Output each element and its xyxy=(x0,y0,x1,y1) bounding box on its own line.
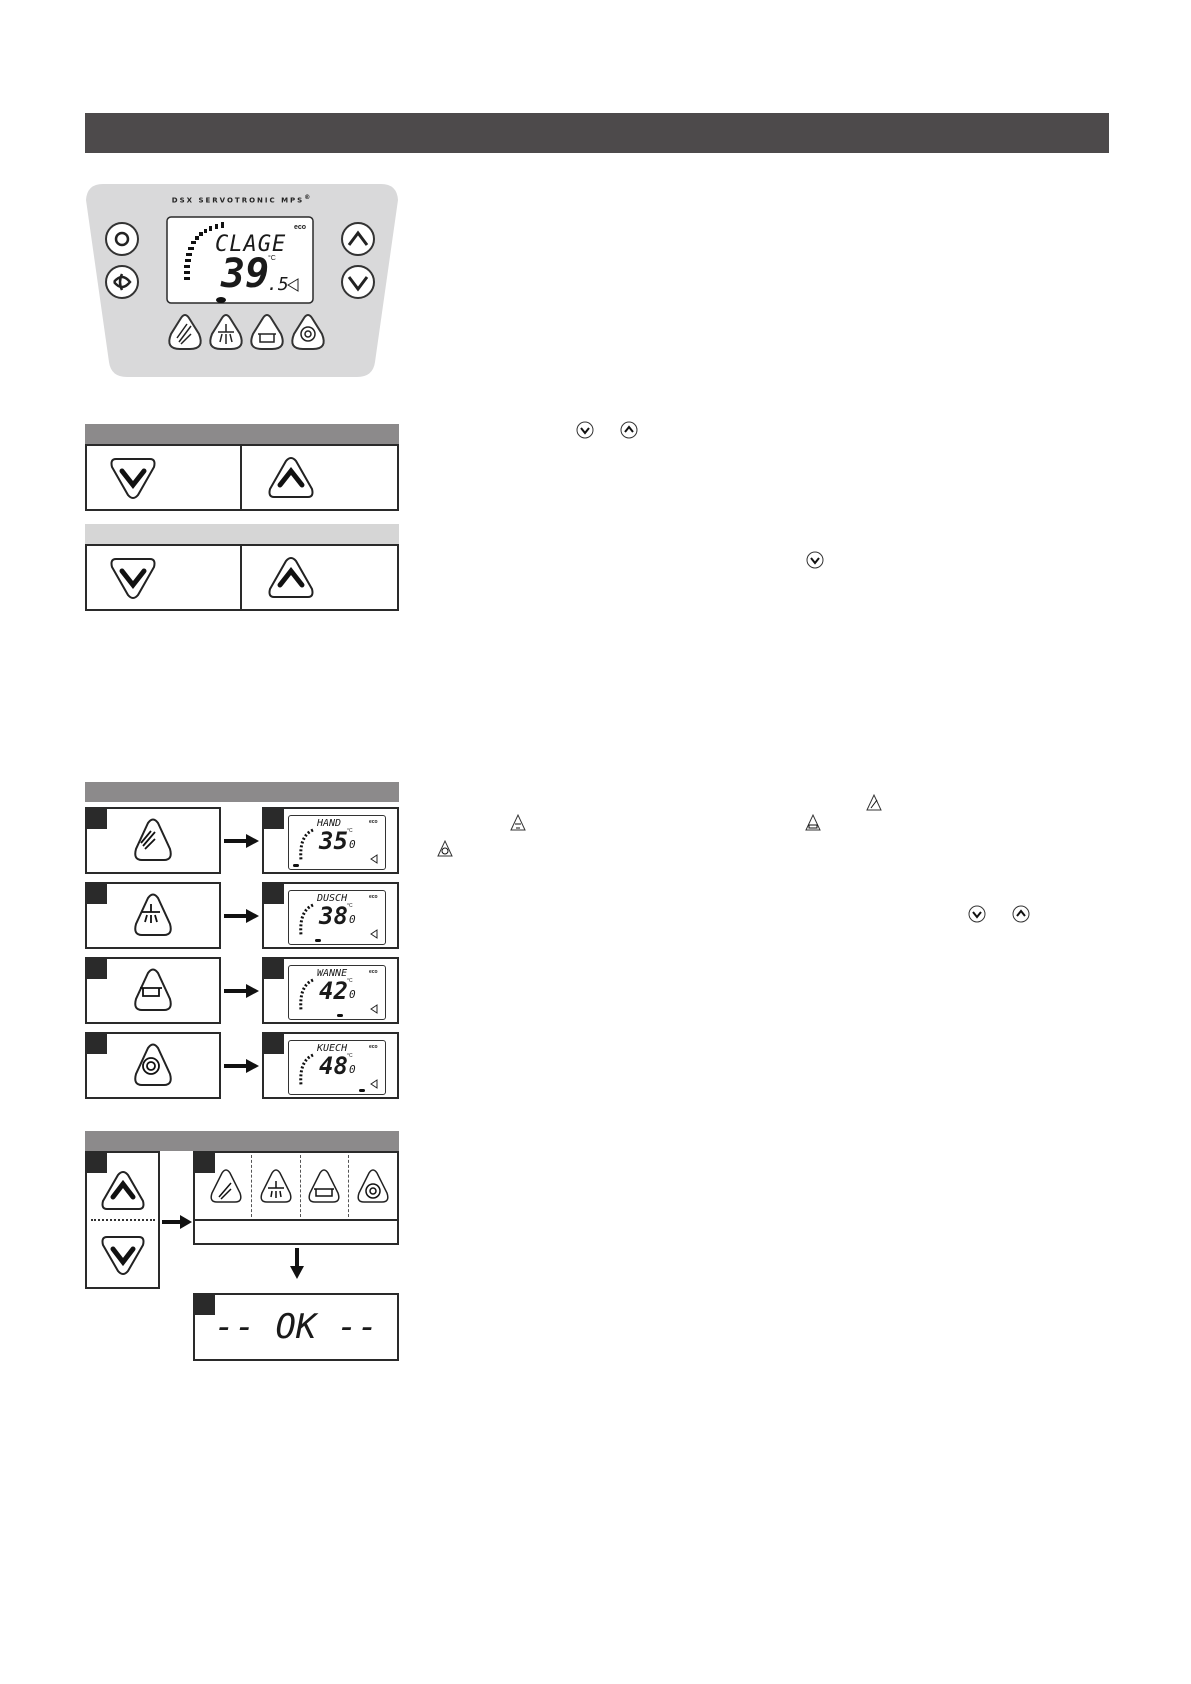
step-marker xyxy=(264,884,284,904)
table-header-bar-1 xyxy=(85,424,399,444)
table-header-bar-3 xyxy=(85,782,399,802)
table-header-bar-2 xyxy=(85,524,399,544)
temp-arc-icon xyxy=(295,1051,317,1089)
arrow-right-icon xyxy=(222,982,262,1000)
kitchen-icon xyxy=(131,1041,175,1089)
preset-button-cell xyxy=(85,807,221,874)
preset-button-cell xyxy=(85,957,221,1024)
mode-indicator xyxy=(315,939,321,942)
lcd-unit: °C xyxy=(347,903,353,909)
lcd-mode-text: CLAGE xyxy=(215,232,287,257)
lcd-temp-main: 38 xyxy=(319,902,348,930)
up-chevron-icon xyxy=(266,455,316,501)
arrow-right-icon xyxy=(160,1213,194,1231)
bathtub-icon xyxy=(131,966,175,1014)
divider xyxy=(251,1155,252,1217)
lcd-unit: °C xyxy=(268,255,276,262)
down-chevron-icon xyxy=(108,555,158,601)
lcd-temp-main: 35 xyxy=(319,827,348,855)
eco-indicator: eco xyxy=(369,894,378,900)
step-marker xyxy=(264,959,284,979)
lcd-temp-main: 39 xyxy=(221,251,270,297)
divider xyxy=(195,1219,397,1221)
inline-up-chevron-icon xyxy=(1012,905,1030,923)
table-header-bar-4 xyxy=(85,1131,399,1151)
inline-hand-wash-icon xyxy=(864,792,884,812)
step-marker xyxy=(87,1034,107,1054)
arrow-right-icon xyxy=(222,1057,262,1075)
divider xyxy=(348,1155,349,1217)
shower-icon xyxy=(257,1167,295,1205)
mode-indicator xyxy=(359,1089,365,1092)
speaker-icon xyxy=(369,1079,379,1089)
down-chevron-icon xyxy=(99,1233,147,1277)
divider xyxy=(300,1155,301,1217)
up-chevron-icon xyxy=(266,555,316,601)
lcd-display xyxy=(288,965,386,1020)
step-marker xyxy=(87,959,107,979)
lcd-temp-decimal: .5 xyxy=(267,274,289,295)
confirm-display-text: -- OK -- xyxy=(214,1307,378,1347)
shower-icon xyxy=(131,891,175,939)
preset-display-cell xyxy=(262,957,399,1024)
eco-indicator: eco xyxy=(369,969,378,975)
preset-button-cell xyxy=(85,1032,221,1099)
lcd-temp-main: 42 xyxy=(319,977,348,1005)
preset-display-cell xyxy=(262,882,399,949)
lcd-unit: °C xyxy=(347,828,353,834)
lcd-temp-decimal: 0 xyxy=(349,988,356,1001)
up-chevron-icon xyxy=(99,1169,147,1213)
preset-button-cell xyxy=(85,882,221,949)
speaker-icon xyxy=(369,854,379,864)
lcd-unit: °C xyxy=(347,978,353,984)
temp-arc-icon xyxy=(295,976,317,1014)
inline-down-chevron-icon xyxy=(968,905,986,923)
bathtub-icon xyxy=(305,1167,343,1205)
eco-indicator: eco xyxy=(369,1044,378,1050)
speaker-icon xyxy=(369,929,379,939)
eco-indicator: eco xyxy=(369,819,378,825)
confirm-display-cell xyxy=(193,1293,399,1361)
lcd-mode-text: WANNE xyxy=(317,968,348,979)
down-chevron-icon xyxy=(108,455,158,501)
divider xyxy=(91,1219,155,1221)
arrow-right-icon xyxy=(222,832,262,850)
up-button-cell xyxy=(240,444,399,511)
inline-up-chevron-icon xyxy=(620,421,638,439)
lcd-temp-decimal: 0 xyxy=(349,913,356,926)
step-marker xyxy=(264,809,284,829)
lcd-temp-decimal: 0 xyxy=(349,838,356,851)
lcd-display xyxy=(288,815,386,870)
hand-wash-icon xyxy=(131,816,175,864)
inline-kitchen-icon xyxy=(435,838,455,858)
header-bar xyxy=(85,113,1109,153)
lcd-temp-main: 48 xyxy=(319,1052,348,1080)
mode-indicator xyxy=(337,1014,343,1017)
down-button-cell-2 xyxy=(85,544,242,611)
lcd-temp-decimal: 0 xyxy=(349,1063,356,1076)
lcd-unit: °C xyxy=(347,1053,353,1059)
brand-mark: ® xyxy=(304,194,313,201)
inline-down-chevron-icon xyxy=(576,421,594,439)
preset-display-cell xyxy=(262,1032,399,1099)
temp-arc-icon xyxy=(295,901,317,939)
lcd-mode-text: KUECH xyxy=(317,1043,348,1054)
step-marker xyxy=(87,884,107,904)
lcd-display xyxy=(288,890,386,945)
lcd-mode-text: DUSCH xyxy=(317,893,348,904)
brand-text: DSX SERVOTRONIC MPS xyxy=(171,196,305,205)
control-panel-illustration xyxy=(85,182,399,379)
step-marker xyxy=(87,809,107,829)
preset-display-cell xyxy=(262,807,399,874)
arrow-right-icon xyxy=(222,907,262,925)
inline-shower-icon xyxy=(508,812,528,832)
kitchen-icon xyxy=(354,1167,392,1205)
down-button-cell xyxy=(85,444,242,511)
eco-indicator: eco xyxy=(294,224,307,231)
inline-bathtub-icon xyxy=(803,812,823,832)
hand-wash-icon xyxy=(207,1167,245,1205)
mode-indicator xyxy=(293,864,299,867)
speaker-icon xyxy=(369,1004,379,1014)
lcd-mode-text: HAND xyxy=(317,818,342,829)
brand-label xyxy=(85,194,399,204)
inline-down-chevron-icon xyxy=(806,551,824,569)
temp-arc-icon xyxy=(295,826,317,864)
up-down-button-cell xyxy=(85,1151,160,1289)
arrow-down-icon xyxy=(288,1246,306,1282)
step-marker xyxy=(264,1034,284,1054)
up-button-cell-2 xyxy=(240,544,399,611)
lcd-display xyxy=(288,1040,386,1095)
preset-buttons-cell xyxy=(193,1151,399,1245)
